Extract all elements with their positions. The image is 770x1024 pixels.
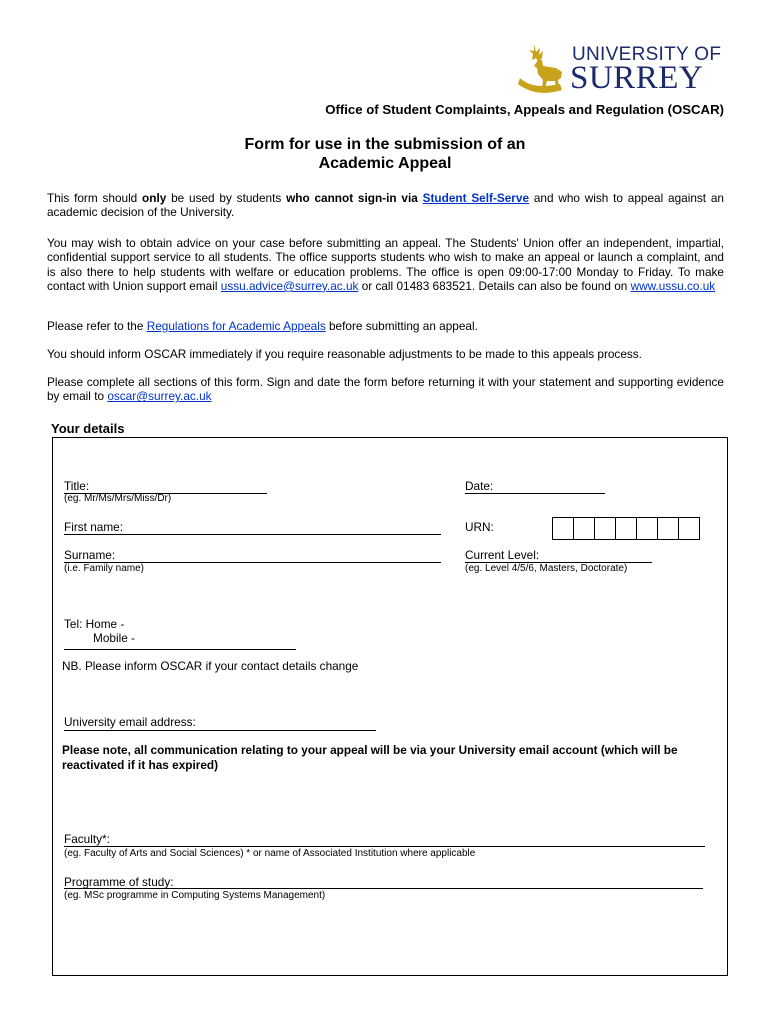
faculty-label: Faculty*:: [64, 832, 110, 846]
urn-label: URN:: [465, 520, 494, 534]
current-level-field[interactable]: [465, 548, 652, 563]
date-field[interactable]: [465, 479, 605, 494]
p3-text-a: Please refer to the: [47, 319, 147, 333]
faculty-hint: (eg. Faculty of Arts and Social Sciences) * or name of Associated Institution where applicable: [64, 848, 476, 859]
urn-digit-box[interactable]: [657, 517, 678, 540]
first-name-label: First name:: [64, 520, 123, 534]
email-communication-note: Please note, all communication relating to your appeal will be via your University email account (which will be reactivated if it has expired): [62, 743, 678, 772]
tel-mobile-field[interactable]: [64, 631, 296, 650]
logo-text-surrey: SURREY: [570, 60, 704, 96]
programme-label: Programme of study:: [64, 875, 174, 889]
surname-label: Surname:: [64, 548, 116, 562]
p1-text-c: be used by students: [166, 191, 287, 205]
p5-text-a: Please complete all sections of this form. Sign and date the form before returning it with your statement and supporting evidence by email to: [47, 375, 724, 404]
urn-digit-box[interactable]: [678, 517, 700, 540]
intro-paragraph-4: You should inform OSCAR immediately if you require reasonable adjustments to be made to this appeals process.: [47, 347, 642, 361]
current-level-hint: (eg. Level 4/5/6, Masters, Doctorate): [465, 563, 628, 574]
ussu-website-link[interactable]: www.ussu.co.uk: [630, 278, 716, 293]
p1-only: only: [142, 191, 167, 205]
form-title-line1: Form for use in the submission of an: [244, 136, 526, 153]
title-hint: (eg. Mr/Ms/Mrs/Miss/Dr): [64, 493, 172, 504]
surname-field[interactable]: [64, 548, 441, 563]
logo-text-university-of: UNIVERSITY OF: [572, 44, 722, 65]
p1-text-a: This form should: [47, 191, 143, 205]
regulations-link[interactable]: Regulations for Academic Appeals: [146, 319, 326, 333]
stag-icon: [512, 38, 570, 98]
title-label: Title:: [64, 479, 90, 493]
faculty-field[interactable]: [64, 832, 705, 847]
ussu-advice-email-link[interactable]: ussu.advice@surrey.ac.uk: [220, 278, 359, 293]
oscar-email-link[interactable]: oscar@surrey.ac.uk: [107, 389, 212, 404]
urn-boxes[interactable]: [552, 517, 704, 540]
university-logo: [512, 38, 722, 100]
urn-digit-box[interactable]: [636, 517, 657, 540]
urn-digit-box[interactable]: [552, 517, 573, 540]
p1-cannot-sign-in: who cannot sign-in via: [286, 191, 423, 205]
date-label: Date:: [465, 479, 494, 493]
student-self-serve-link[interactable]: Student Self-Serve: [422, 191, 530, 205]
p3-text-b: before submitting an appeal.: [325, 319, 478, 333]
intro-paragraph-2: [47, 236, 724, 293]
current-level-label: Current Level:: [465, 548, 540, 562]
intro-paragraph-3: [47, 319, 724, 333]
university-email-field[interactable]: [64, 715, 376, 731]
title-field[interactable]: [64, 479, 267, 494]
surname-hint: (i.e. Family name): [64, 563, 145, 574]
urn-digit-box[interactable]: [594, 517, 615, 540]
first-name-field[interactable]: [64, 520, 441, 535]
programme-hint: (eg. MSc programme in Computing Systems Management): [64, 890, 326, 901]
tel-mobile-label: Mobile -: [93, 631, 135, 645]
intro-paragraph-1: [47, 191, 724, 220]
urn-digit-box[interactable]: [615, 517, 636, 540]
p1-text-e: and who wish to appeal against an academic decision of the University.: [47, 191, 724, 220]
p2-text-b: or call 01483 683521. Details can also be found on: [358, 278, 631, 293]
office-name: Office of Student Complaints, Appeals and Regulation (OSCAR): [325, 102, 724, 117]
p2-text-a: You may wish to obtain advice on your case before submitting an appeal. The Students' Union offer an independent, impartial, confidential support service to all students. The office supports students who wish to make an appeal or launch a complaint, and is also there to help students with welfare or education problems. The office is open 09:00-17:00 Monday to Friday. To make contact with Union support email: [47, 236, 724, 293]
university-email-label: University email address:: [64, 715, 196, 729]
intro-paragraph-5: [47, 375, 724, 404]
urn-digit-box[interactable]: [573, 517, 594, 540]
tel-home-label: Tel: Home -: [64, 617, 125, 631]
programme-field[interactable]: [64, 875, 703, 889]
contact-details-note: NB. Please inform OSCAR if your contact details change: [62, 659, 359, 673]
form-title-line2: Academic Appeal: [318, 155, 452, 172]
your-details-heading: Your details: [51, 421, 125, 436]
